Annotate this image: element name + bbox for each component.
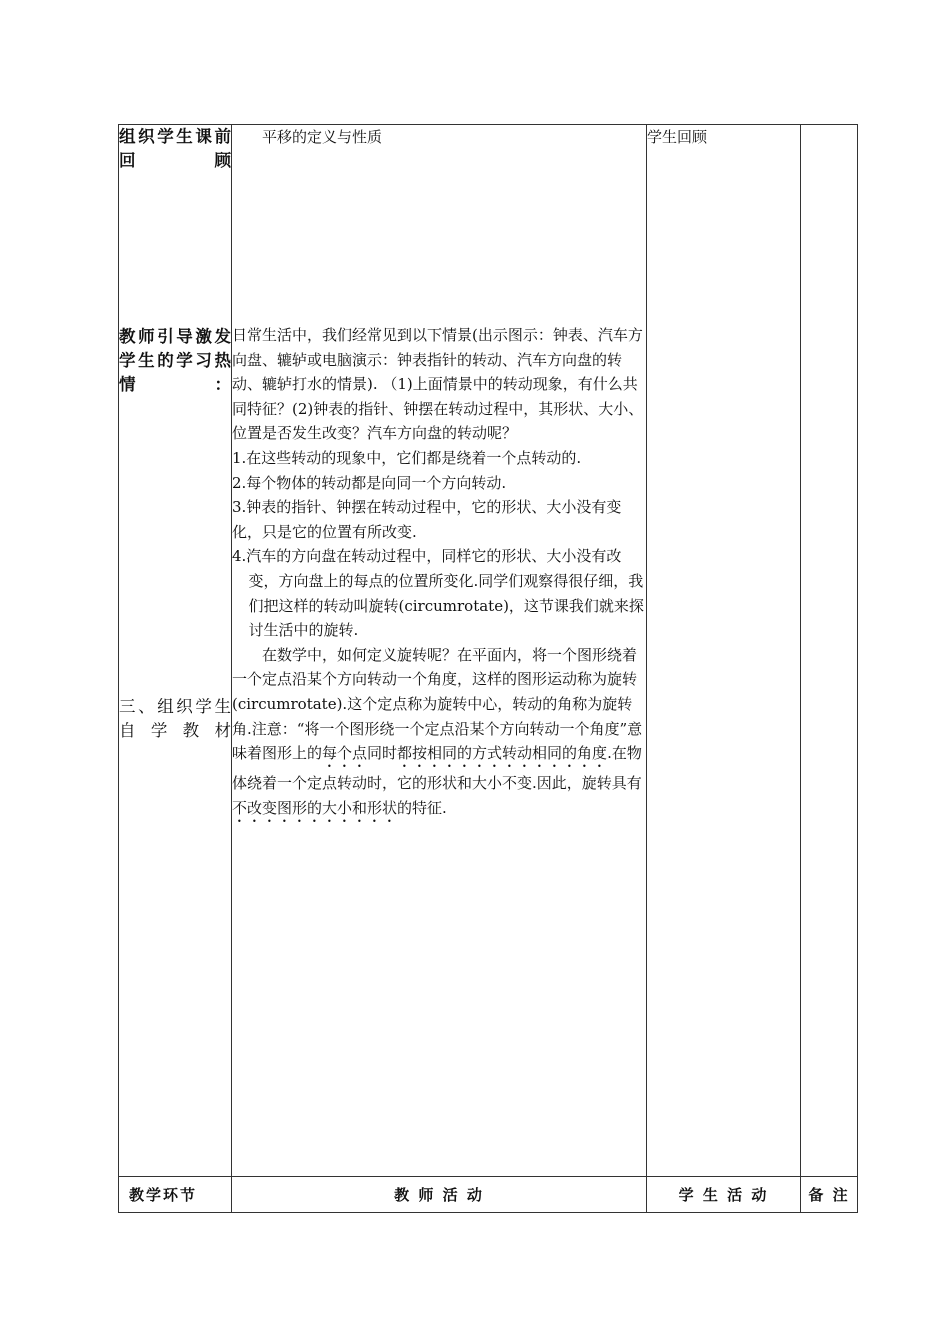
point-3: 3.钟表的指针、钟摆在转动过程中，它的形状、大小没有变化，只是它的位置有所改变.: [232, 498, 622, 541]
teacher-column: [232, 125, 647, 1177]
point-1: 1.在这些转动的现象中，它们都是绕着一个点转动的.: [232, 448, 582, 467]
definition-part-b: 同时: [367, 744, 398, 763]
lesson-plan-table: [118, 124, 858, 1213]
emphasis-every-point: 每个点: [322, 744, 368, 763]
teacher-review-block: [232, 125, 646, 323]
teacher-intro-text: 日常生活中，我们经常见到以下情景(出示图示：钟表、汽车方向盘、辘轳或电脑演示：钟表指针的转动、汽车方向盘的转动、辘轳打水的情景). （1)上面情景中的转动现象，有什么共同特征？(2)钟表的指针、钟摆在转动过程中，其形状、大小、位置是否发生改变？汽车方向盘的转动呢？: [232, 326, 644, 443]
stage-review-block: [119, 125, 231, 325]
student-column: [647, 125, 801, 1177]
definition-paragraph: [232, 643, 646, 826]
point-4: 4.汽车的方向盘在转动过程中，同样它的形状、大小没有改变，方向盘上的每点的位置所变化.同学们观察得很仔细，我们把这样的转动叫旋转(circumrotate)，这节课我们就来探讨生活中的旋转.: [232, 547, 644, 640]
emphasis-invariance: 不改变图形的大小和形状: [232, 798, 398, 817]
definition-part-a: 在数学中，如何定义旋转呢？在平面内，将一个图形绕着一个定点沿某个方向转动一个角度，这样的图形运动称为旋转(circumrotate).这个定点称为旋转中心，转动的角称为旋转角.注意：“将一个图形绕一个定点沿某个方向转动一个角度”意味着图形上的: [232, 645, 643, 763]
point-2: 2.每个物体的转动都是向同一个方向转动.: [232, 473, 507, 492]
stage-guide-block: [119, 325, 231, 695]
definition-part-c: .在物体绕着一个定点转动时，它的形状和大小不变.因此，旋转具有: [232, 744, 642, 793]
stage-selfstudy-block: [119, 695, 231, 743]
student-review-text: 学生回顾: [647, 128, 708, 146]
stage-review: 组织学生课前回顾: [119, 127, 231, 170]
emphasis-same-angle: 都按相同的方式转动相同的角度: [397, 744, 608, 763]
footer-note: 备 注: [801, 1177, 858, 1213]
content-row: [119, 125, 858, 1177]
footer-student: 学 生 活 动: [647, 1177, 801, 1213]
stage-column: [119, 125, 232, 1177]
note-column: [801, 125, 858, 1177]
stage-guide: 教师引导激发学生的学习热情：: [119, 327, 231, 394]
definition-part-d: 的特征.: [397, 798, 447, 817]
footer-stage: 教学环节: [119, 1177, 232, 1213]
footer-teacher: 教 师 活 动: [232, 1177, 647, 1213]
stage-selfstudy: 三、组织学生自学教材: [119, 697, 231, 740]
teacher-review-text: 平移的定义与性质: [262, 128, 383, 146]
footer-row: [119, 1177, 858, 1213]
